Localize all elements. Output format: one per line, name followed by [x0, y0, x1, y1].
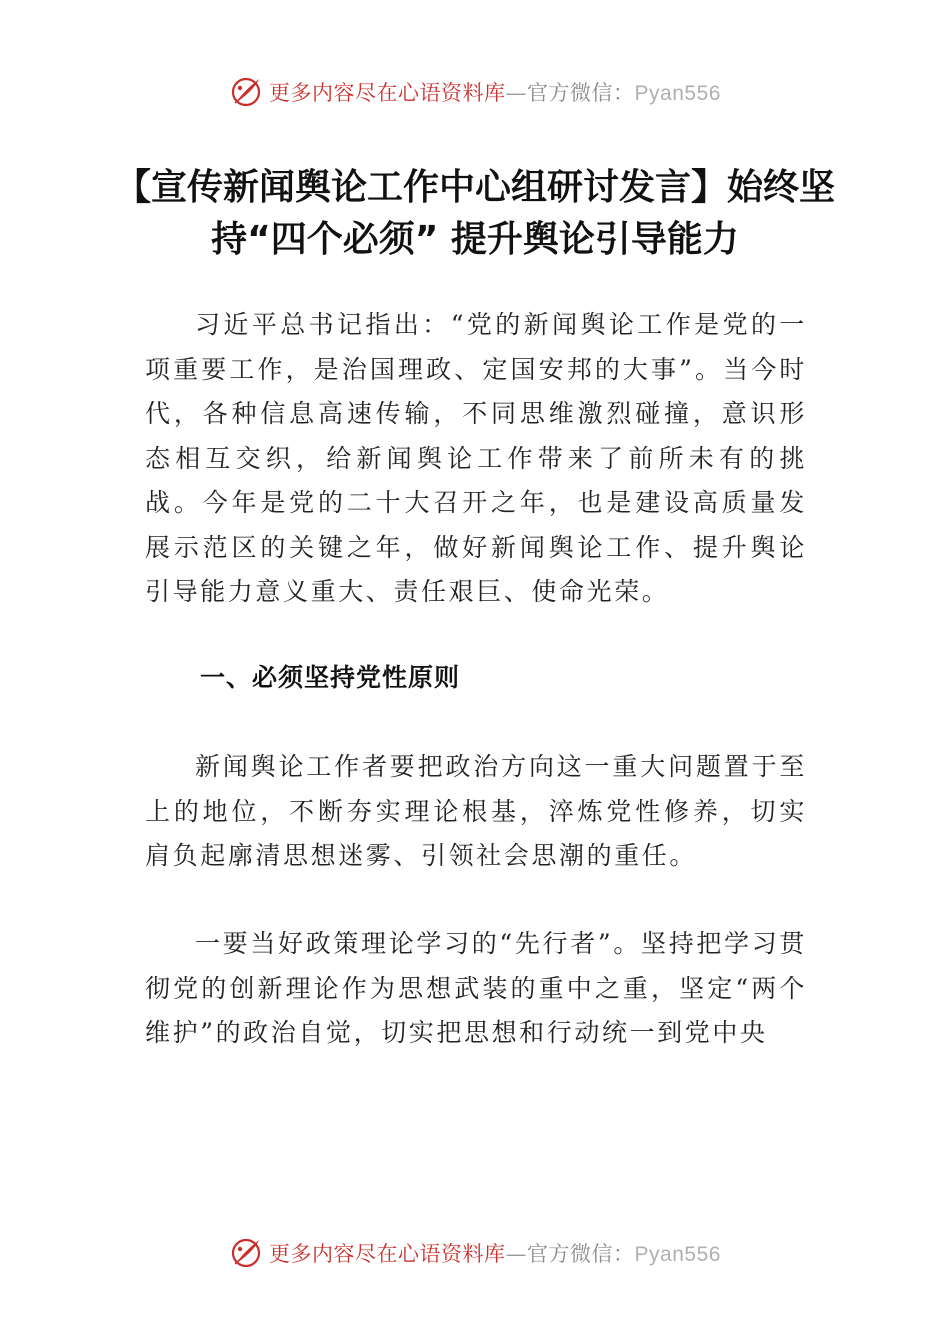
- subpoint-paragraph-block: [145, 922, 807, 1056]
- section-heading-block: [145, 656, 807, 701]
- section-heading: 一、必须坚持党性原则: [200, 663, 461, 692]
- watermark-official-label: 官方微信：: [527, 1242, 635, 1266]
- body-paragraph: 新闻舆论工作者要把政治方向这一重大问题置于至上的地位，不断夯实理论根基，淬炼党性修养，切实肩负起廓清思想迷雾、引领社会思潮的重任。: [145, 752, 807, 870]
- footer-watermark: [0, 1233, 950, 1273]
- watermark-text: [269, 77, 721, 107]
- watermark-brand: 更多内容尽在心语资料库: [269, 1242, 506, 1266]
- feather-logo-icon: [229, 75, 263, 109]
- watermark-text: [269, 1238, 721, 1268]
- watermark-wechat-id: Pyan556: [634, 1243, 721, 1266]
- intro-paragraph-block: [145, 303, 807, 615]
- watermark-wechat-id: Pyan556: [634, 82, 721, 105]
- watermark-separator: —: [505, 81, 528, 105]
- header-watermark: [0, 72, 950, 112]
- watermark-brand: 更多内容尽在心语资料库: [269, 81, 506, 105]
- watermark-separator: —: [505, 1242, 528, 1266]
- document-title: 【宣传新闻舆论工作中心组研讨发言】始终坚持“四个必须” 提升舆论引导能力: [114, 167, 835, 260]
- feather-logo-icon: [229, 1236, 263, 1270]
- body-paragraph: 习近平总书记指出：“党的新闻舆论工作是党的一项重要工作，是治国理政、定国安邦的大事”。当今时代，各种信息高速传输，不同思维激烈碰撞，意识形态相互交织，给新闻舆论工作带来了前所未有的挑战。今年是党的二十大召开之年，也是建设高质量发展示范区的关键之年，做好新闻舆论工作、提升舆论引导能力意义重大、责任艰巨、使命光荣。: [145, 310, 807, 606]
- body-paragraph: 一要当好政策理论学习的“先行者”。坚持把学习贯彻党的创新理论作为思想武装的重中之重，坚定“两个维护”的政治自觉，切实把思想和行动统一到党中央: [145, 929, 807, 1047]
- section-paragraph-block: [145, 745, 807, 879]
- watermark-official-label: 官方微信：: [527, 81, 635, 105]
